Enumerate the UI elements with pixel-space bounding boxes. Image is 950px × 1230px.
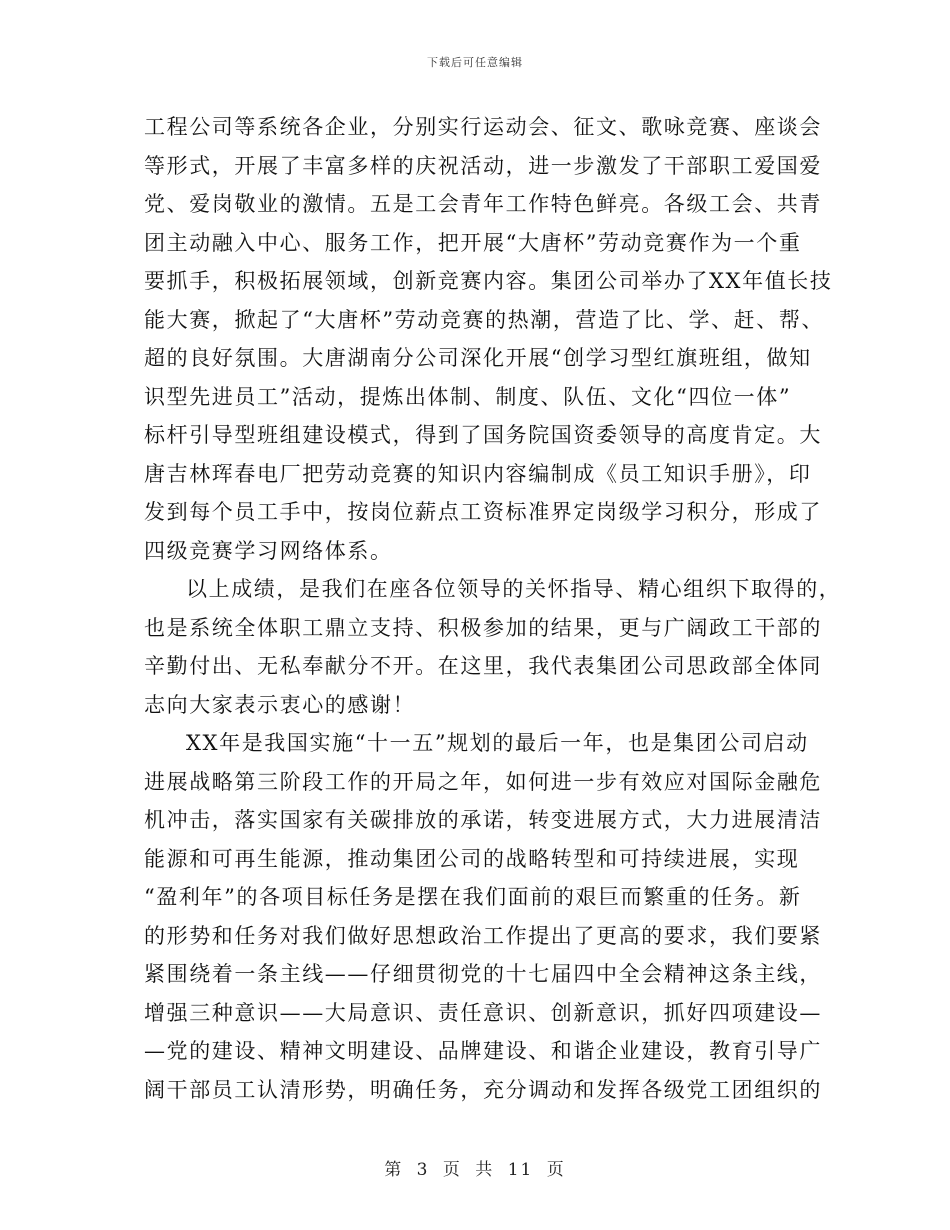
text-line: 标杆引导型班组建设模式，得到了国务院国资委领导的高度肯定。大 [144,423,822,447]
document-body [144,108,842,1109]
text-line: 增强三种意识——大局意识、责任意识、创新意识，抓好四项建设— [144,1000,822,1025]
text-line: —党的建设、精神文明建设、品牌建设、和谐企业建设，教育引导广 [144,1039,822,1063]
text-line: 能大赛，掀起了“大唐杯”劳动竞赛的热潮，营造了比、学、赶、帮、 [144,307,825,332]
text-line: 志向大家表示衷心的感谢！ [144,692,416,717]
page-footer [0,1155,950,1180]
text-line: 超的良好氛围。大唐湖南分公司深化开展“创学习型红旗班组，做知 [144,346,812,370]
text-line: 辛勤付出、无私奉献分不开。在这里，我代表集团公司思政部全体同 [144,654,822,678]
text-line: 的形势和任务对我们做好思想政治工作提出了更高的要求，我们要紧 [144,923,822,948]
text-line: 识型先进员工”活动，提炼出体制、制度、队伍、文化“四位一体” [144,384,792,409]
text-line: 团主动融入中心、服务工作，把开展“大唐杯”劳动竞赛作为一个重 [144,230,802,255]
paragraph-start-line: XX年是我国实施“十一五”规划的最后一年，也是集团公司启动 [186,731,809,755]
footer-total-unit: 页 [546,1160,566,1180]
text-line: 党、爱岗敬业的激情。五是工会青年工作特色鲜亮。各级工会、共青 [144,192,822,216]
text-line: 工程公司等系统各企业，分别实行运动会、征文、歌咏竞赛、座谈会 [144,115,822,139]
current-page-number: 3 [416,1160,430,1180]
text-line: 唐吉林珲春电厂把劳动竞赛的知识内容编制成《员工知识手册》，印 [144,461,812,486]
footer-page-unit: 页 [442,1160,462,1180]
text-line: 四级竞赛学习网络体系。 [144,538,393,563]
page-header-note: 下载后可任意编辑 [427,56,523,69]
total-pages-number: 11 [507,1160,534,1180]
text-line: 等形式，开展了丰富多样的庆祝活动，进一步激发了干部职工爱国爱 [144,153,822,178]
text-line: 紧围绕着一条主线——仔细贯彻党的十七届四中全会精神这条主线， [144,962,822,986]
text-line: “盈利年”的各项目标任务是摆在我们面前的艰巨而繁重的任务。新 [144,885,802,909]
footer-page-label: 第 [384,1160,404,1180]
footer-total-label: 共 [475,1160,495,1180]
text-line: 阔干部员工认清形势，明确任务，充分调动和发挥各级党工团组织的 [144,1077,822,1102]
text-line: 也是系统全体职工鼎立支持、积极参加的结果，更与广阔政工干部的 [144,615,822,640]
paragraph-start-line: 以上成绩，是我们在座各位领导的关怀指导、精心组织下取得的， [186,577,842,601]
text-line: 要抓手，积极拓展领域，创新竞赛内容。集团公司举办了XX年值长技 [144,269,833,293]
text-line: 能源和可再生能源，推动集团公司的战略转型和可持续进展，实现 [144,846,800,871]
text-line: 发到每个员工手中，按岗位薪点工资标准界定岗级学习积分，形成了 [144,500,822,524]
text-line: 机冲击，落实国家有关碳排放的承诺，转变进展方式，大力进展清洁 [144,808,822,832]
text-line: 进展战略第三阶段工作的开局之年，如何进一步有效应对国际金融危 [144,769,822,794]
